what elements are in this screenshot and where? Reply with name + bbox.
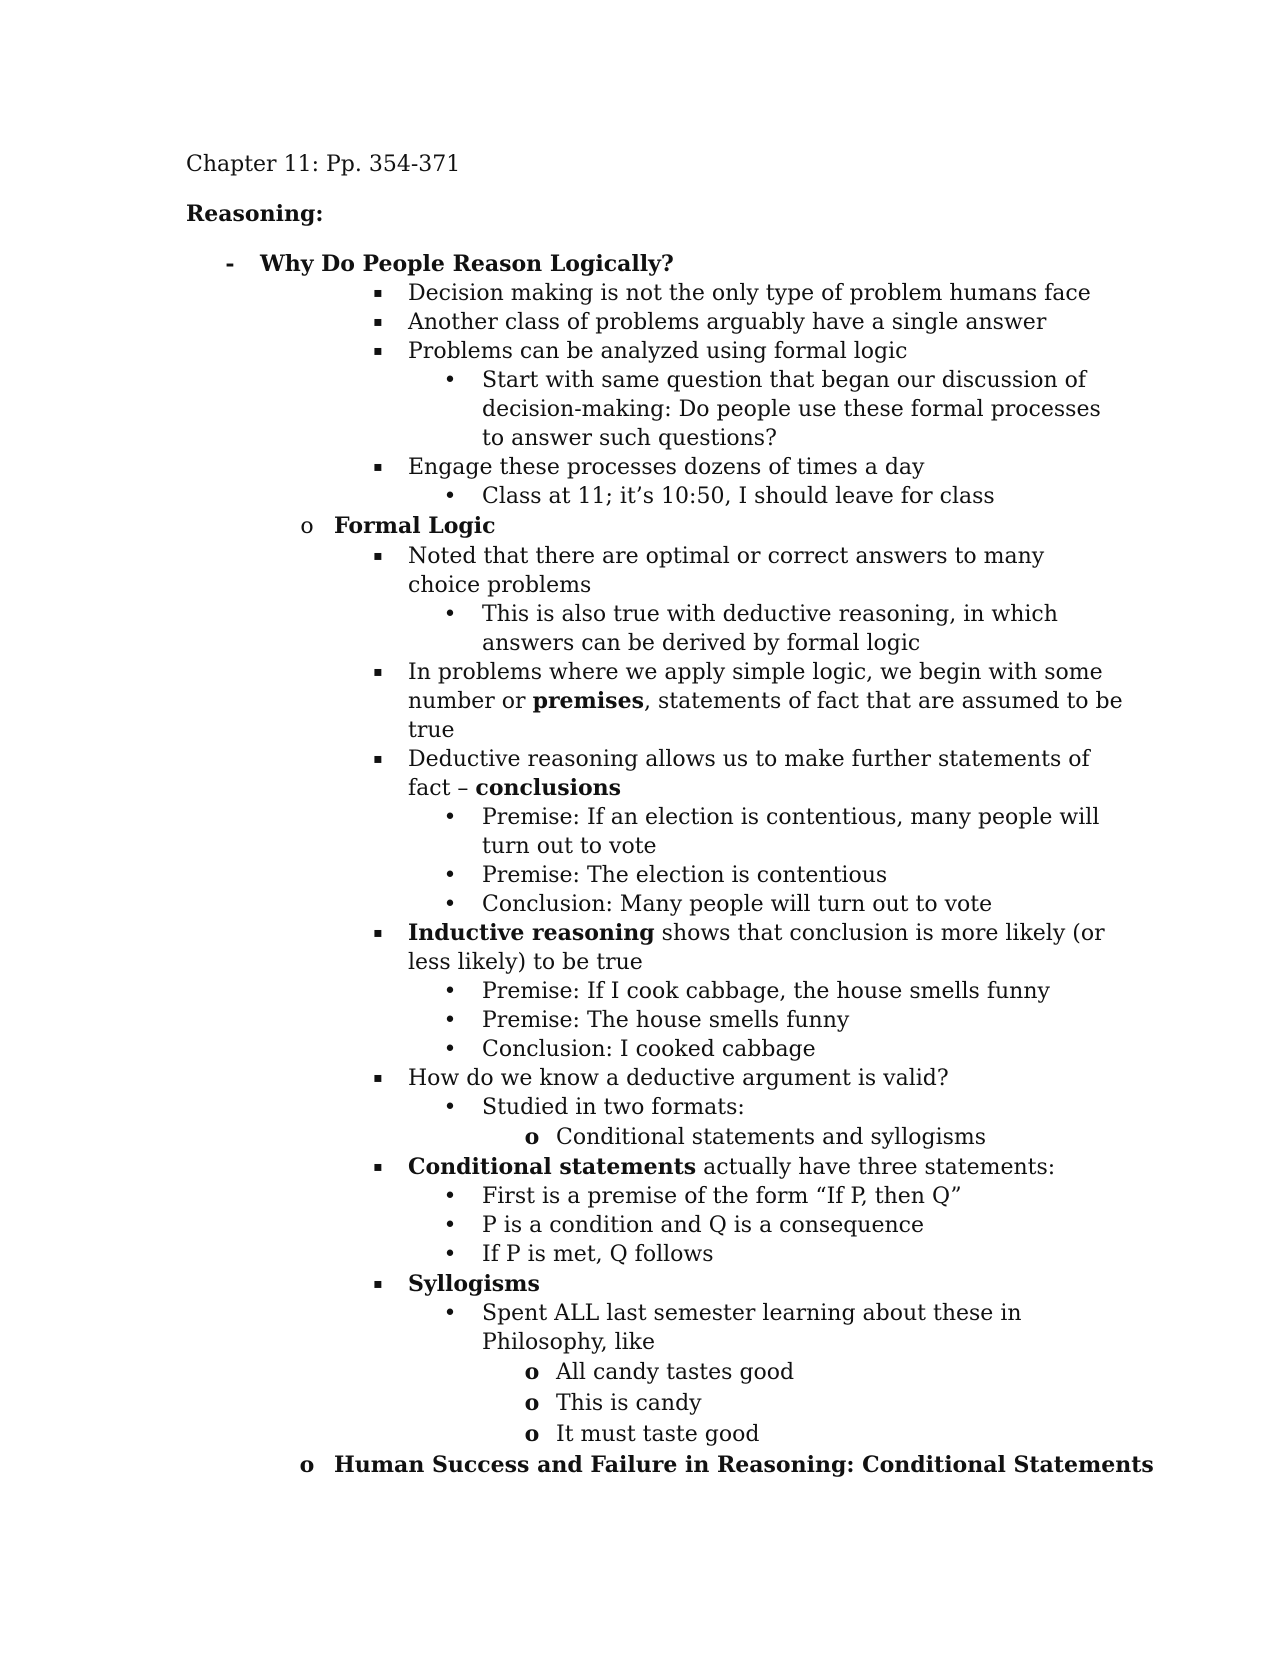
list-item: This is candy [556,1391,702,1416]
list-item: Conclusion: I cooked cabbage [482,1037,816,1062]
dash-bullet-icon: - [225,251,235,277]
dot-bullet-icon: • [443,1008,457,1033]
dot-bullet-icon: • [443,1242,457,1267]
term-syllogisms: Syllogisms [408,1271,540,1297]
list-item: Premise: If an election is contentious, many people will [482,805,1100,830]
square-bullet-icon: ▪ [373,459,383,475]
list-item-continued: less likely) to be true [408,950,643,975]
term-conclusions: conclusions [475,775,622,801]
list-item-continued: Philosophy, like [482,1330,655,1355]
heading-why-reason: Why Do People Reason Logically? [260,251,674,277]
list-item: Studied in two formats: [482,1095,745,1120]
list-item: It must taste good [556,1422,760,1447]
list-item-continued [408,687,1123,716]
list-item-continued [408,774,621,803]
dot-bullet-icon: • [443,979,457,1004]
square-bullet-icon: ▪ [373,1070,383,1086]
section-title: Reasoning: [186,201,324,227]
dot-bullet-icon: • [443,863,457,888]
list-item-continued: true [408,718,455,743]
list-item-continued: turn out to vote [482,834,657,859]
square-bullet-icon: ▪ [373,1276,383,1292]
circle-bullet-icon: o [300,514,314,539]
text-run: actually have three statements: [696,1155,1056,1180]
list-item: Premise: If I cook cabbage, the house smells funny [482,979,1050,1004]
heading-formal-logic: Formal Logic [334,513,496,539]
list-item: First is a premise of the form “If P, then Q” [482,1184,962,1209]
dot-bullet-icon: • [443,484,457,509]
dot-bullet-icon: • [443,602,457,627]
dot-bullet-icon: • [443,892,457,917]
square-bullet-icon: ▪ [373,285,383,301]
square-bullet-icon: ▪ [373,925,383,941]
dot-bullet-icon: • [443,1301,457,1326]
circle-bullet-icon: o [524,1421,540,1447]
list-item: Premise: The election is contentious [482,863,888,888]
list-item [408,919,1105,948]
list-item: This is also true with deductive reasoning, in which [482,602,1058,627]
list-item: Conclusion: Many people will turn out to vote [482,892,993,917]
list-item: All candy tastes good [556,1360,795,1385]
text-run: number or [408,689,533,714]
square-bullet-icon: ▪ [373,314,383,330]
list-item: P is a condition and Q is a consequence [482,1213,925,1238]
list-item: How do we know a deductive argument is valid? [408,1066,949,1091]
list-item-continued: decision-making: Do people use these formal processes [482,397,1101,422]
text-run: shows that conclusion is more likely (or [654,921,1105,946]
square-bullet-icon: ▪ [373,751,383,767]
dot-bullet-icon: • [443,1184,457,1209]
square-bullet-icon: ▪ [373,1159,383,1175]
list-item: Conditional statements and syllogisms [556,1125,987,1150]
term-conditional-statements: Conditional statements [408,1154,697,1180]
dot-bullet-icon: • [443,1037,457,1062]
list-item: Noted that there are optimal or correct answers to many [408,544,1045,569]
square-bullet-icon: ▪ [373,343,383,359]
list-item: If P is met, Q follows [482,1242,714,1267]
square-bullet-icon: ▪ [373,548,383,564]
list-item: Spent ALL last semester learning about these in [482,1301,1022,1326]
list-item: In problems where we apply simple logic, we begin with some [408,660,1103,685]
list-item: Start with same question that began our discussion of [482,368,1087,393]
circle-bullet-icon: o [524,1359,540,1385]
square-bullet-icon: ▪ [373,664,383,680]
list-item: Class at 11; it’s 10:50, I should leave for class [482,484,995,509]
circle-bullet-icon: o [524,1124,540,1150]
dot-bullet-icon: • [443,805,457,830]
circle-bullet-icon: o [299,1452,315,1478]
list-item: Deductive reasoning allows us to make further statements of [408,747,1090,772]
list-item: Engage these processes dozens of times a day [408,455,925,480]
dot-bullet-icon: • [443,1213,457,1238]
term-inductive-reasoning: Inductive reasoning [408,920,655,946]
heading-human-success-failure: Human Success and Failure in Reasoning: Conditional Statements [334,1452,1154,1478]
term-premises: premises [532,688,644,714]
list-item: Decision making is not the only type of problem humans face [408,281,1091,306]
list-item [408,1153,1055,1182]
dot-bullet-icon: • [443,1095,457,1120]
list-item-continued: answers can be derived by formal logic [482,631,921,656]
list-item-continued: choice problems [408,573,592,598]
text-run: , statements of fact that are assumed to be [643,689,1123,714]
list-item-continued: to answer such questions? [482,426,777,451]
chapter-heading: Chapter 11: Pp. 354-371 [186,152,461,177]
list-item: Another class of problems arguably have a single answer [408,310,1047,335]
dot-bullet-icon: • [443,368,457,393]
circle-bullet-icon: o [524,1390,540,1416]
list-item: Problems can be analyzed using formal logic [408,339,908,364]
list-item: Premise: The house smells funny [482,1008,850,1033]
text-run: fact – [408,776,476,801]
